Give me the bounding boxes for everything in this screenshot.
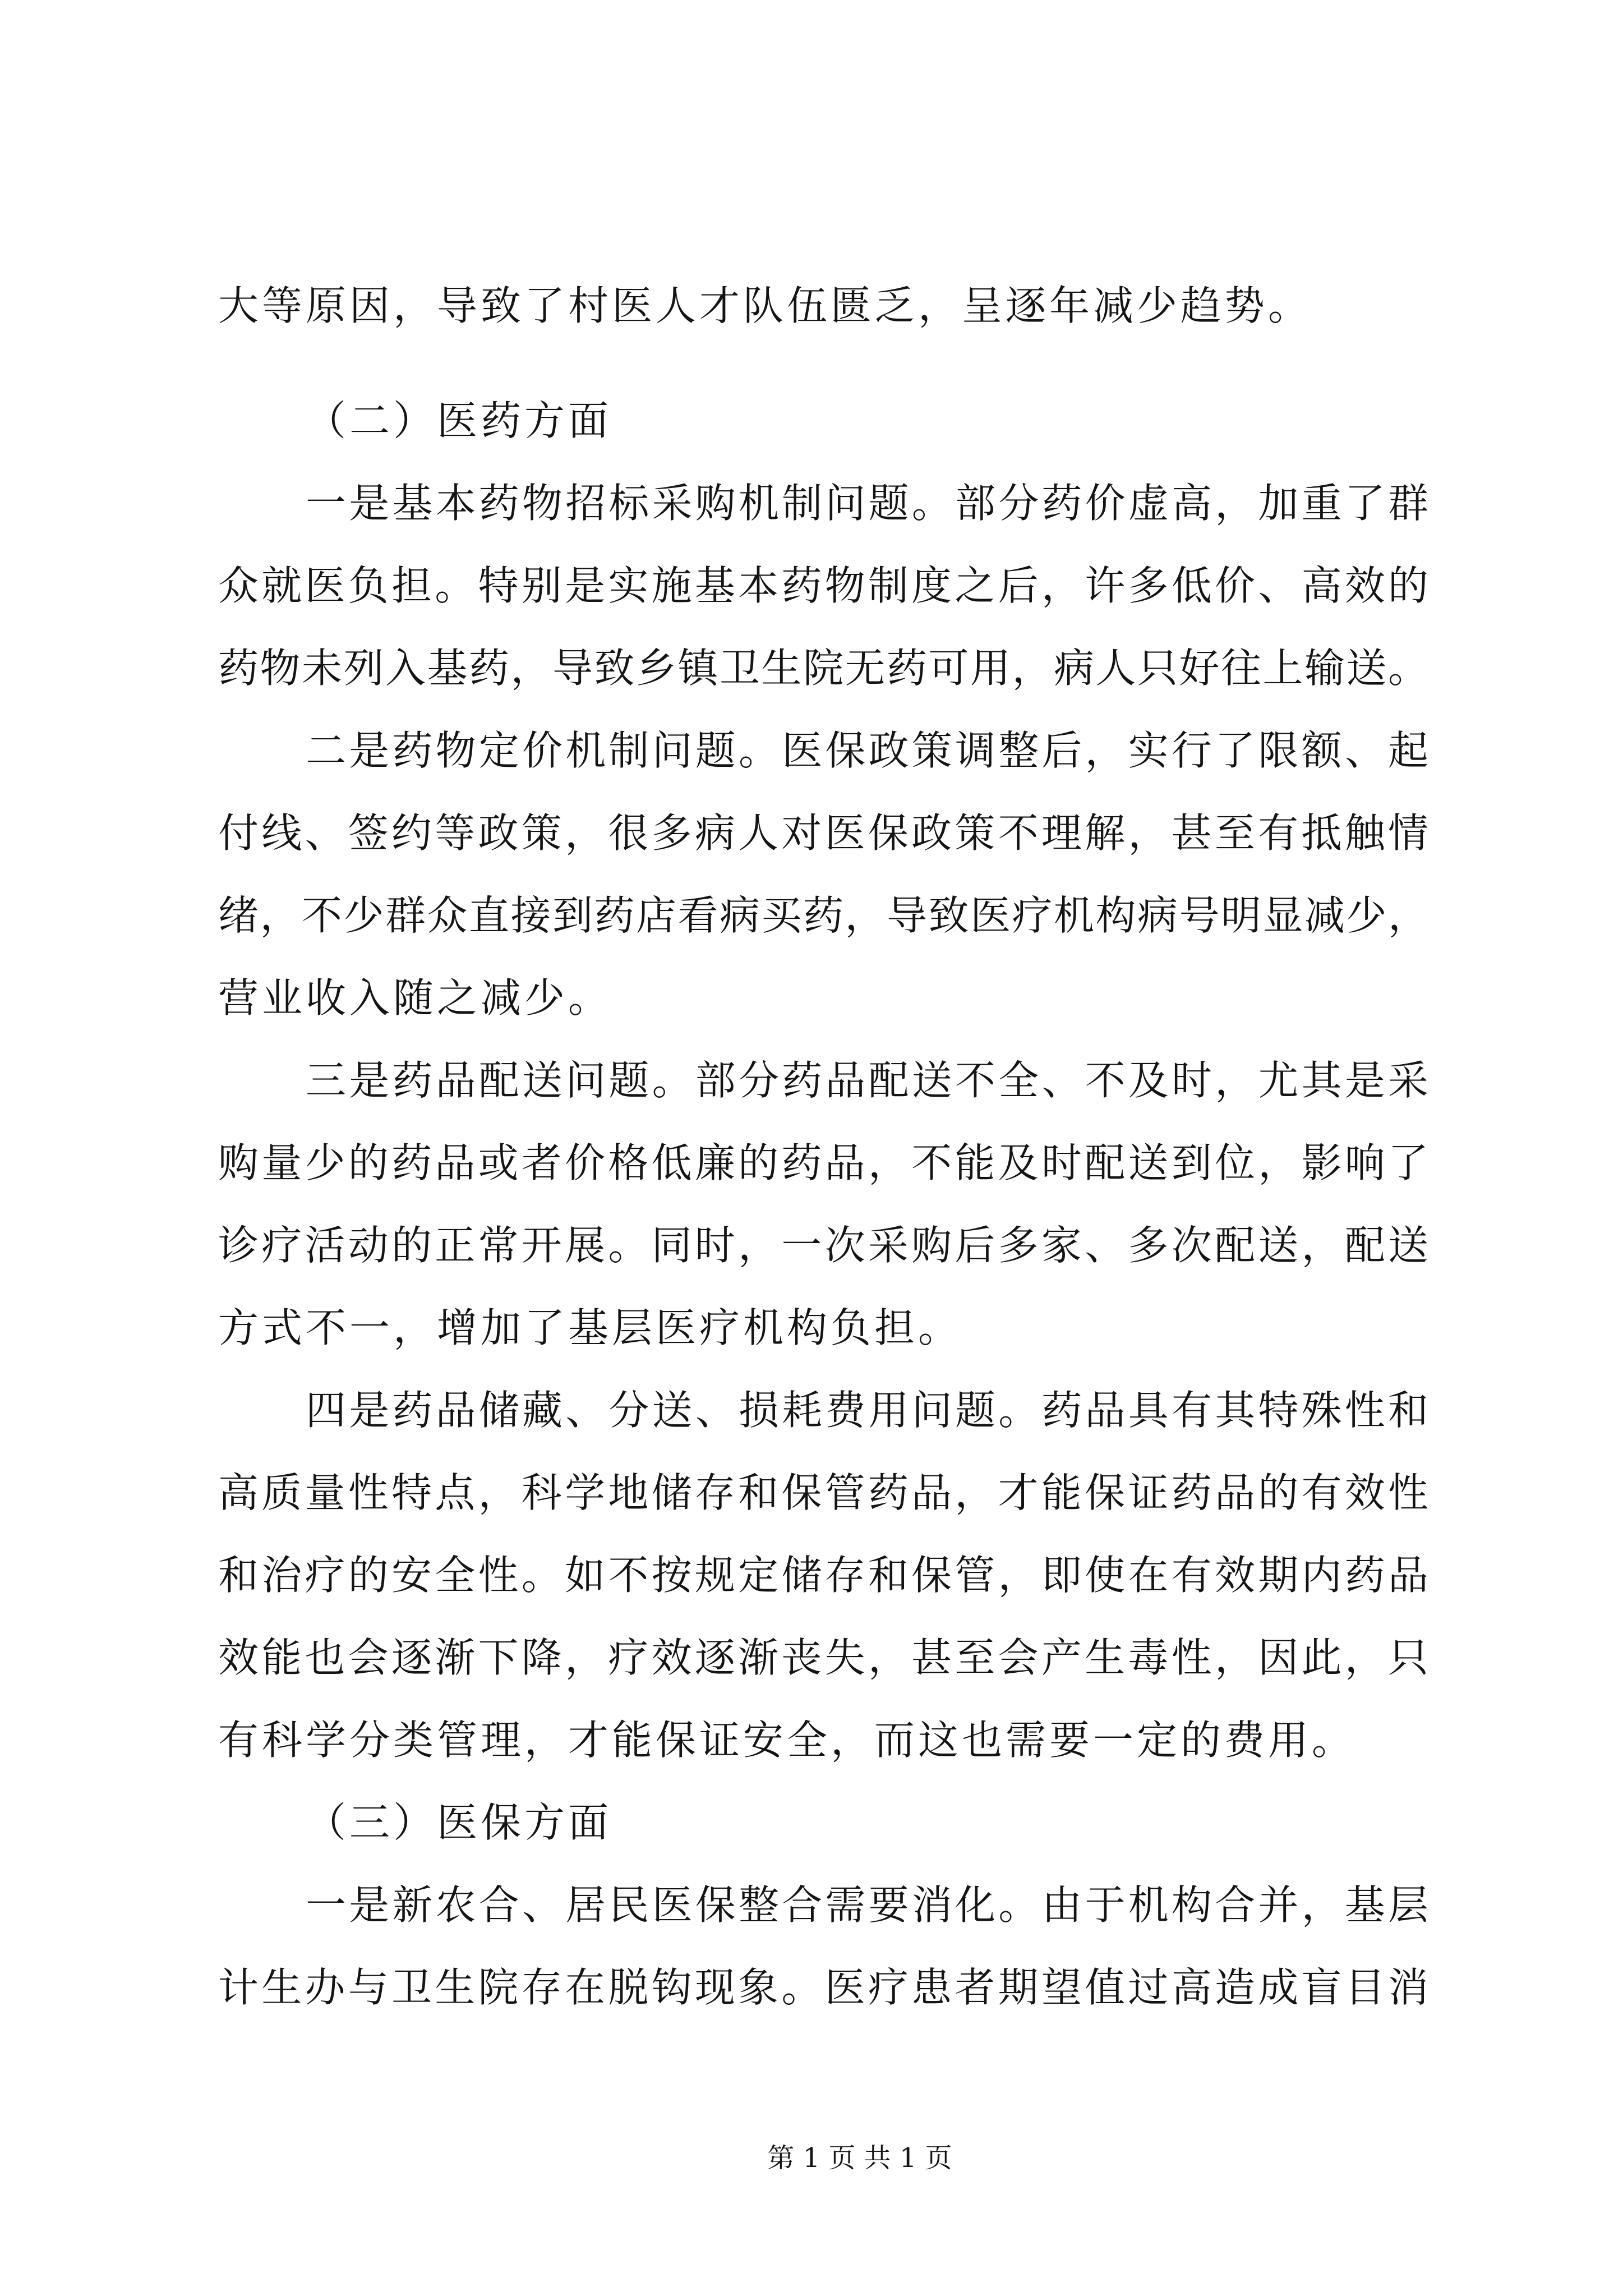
paragraph-storage — [218, 1369, 1428, 1782]
document-body — [218, 265, 1428, 2029]
paragraph-line: 一是新农合、居民医保整合需要消化。由于机构合并，基层 — [306, 1881, 1428, 1929]
paragraph-line: 营业收入随之减少。 — [218, 974, 612, 1022]
section-heading-insurance: （三）医保方面 — [306, 1799, 612, 1846]
page-footer-number: 第 1 页 共 1 页 — [767, 2142, 952, 2174]
paragraph-line: 和治疗的安全性。如不按规定储存和保管，即使在有效期内药品 — [218, 1552, 1428, 1599]
paragraph-distribution — [218, 1039, 1428, 1369]
paragraph-line: 三是药品配送问题。部分药品配送不全、不及时，尤其是采 — [306, 1057, 1428, 1104]
paragraph-line: 大等原因，导致了村医人才队伍匮乏，呈逐年减少趋势。 — [218, 282, 1312, 329]
paragraph-line: 购量少的药品或者价格低廉的药品，不能及时配送到位，影响了 — [218, 1139, 1428, 1186]
section-heading-medicine: （二）医药方面 — [306, 397, 612, 444]
paragraph-line: 计生办与卫生院存在脱钩现象。医疗患者期望值过高造成盲目消 — [218, 1964, 1428, 2011]
paragraph-integration — [218, 1864, 1428, 2029]
paragraph-line: 诊疗活动的正常开展。同时，一次采购后多家、多次配送，配送 — [218, 1222, 1428, 1269]
paragraph-continuation — [218, 265, 1428, 347]
paragraph-line: 付线、签约等政策，很多病人对医保政策不理解，甚至有抵触情 — [218, 809, 1428, 857]
paragraph-line: 药物未列入基药，导致乡镇卫生院无药可用，病人只好往上输送。 — [218, 645, 1428, 692]
paragraph-line: 绪，不少群众直接到药店看病买药，导致医疗机构病号明显减少， — [218, 892, 1428, 939]
paragraph-line: 方式不一，增加了基层医疗机构负担。 — [218, 1304, 962, 1351]
paragraph-line: 有科学分类管理，才能保证安全，而这也需要一定的费用。 — [218, 1717, 1356, 1764]
paragraph-line: 高质量性特点，科学地储存和保管药品，才能保证药品的有效性 — [218, 1469, 1428, 1516]
paragraph-pricing — [218, 710, 1428, 1039]
paragraph-line: 一是基本药物招标采购机制问题。部分药价虚高，加重了群 — [306, 480, 1428, 527]
paragraph-line: 二是药物定价机制问题。医保政策调整后，实行了限额、起 — [306, 727, 1428, 774]
paragraph-procurement — [218, 462, 1428, 710]
paragraph-line: 众就医负担。特别是实施基本药物制度之后，许多低价、高效的 — [218, 562, 1428, 609]
paragraph-line: 四是药品储藏、分送、损耗费用问题。药品具有其特殊性和 — [306, 1387, 1428, 1434]
paragraph-line: 效能也会逐渐下降，疗效逐渐丧失，甚至会产生毒性，因此，只 — [218, 1634, 1428, 1681]
